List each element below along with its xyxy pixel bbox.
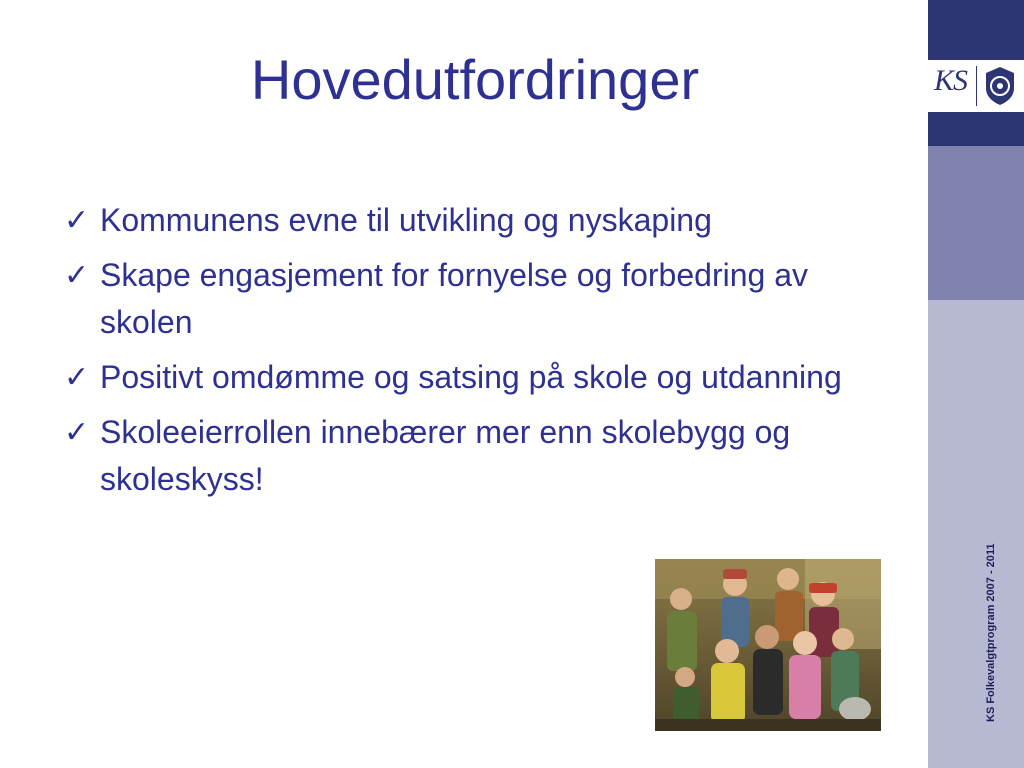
checkmark-icon: ✓ [64, 416, 90, 449]
bullet-text: Kommunens evne til utvikling og nyskaping [100, 202, 712, 238]
sidebar-mid-band [928, 146, 1024, 300]
right-sidebar [928, 0, 1024, 768]
checkmark-icon: ✓ [64, 259, 90, 292]
bullet-list [64, 197, 884, 511]
bullet-text: Skoleeierrollen innebærer mer enn skolebygg og skoleskyss! [100, 414, 791, 497]
footer-program-label: KS Folkevalgtprogram 2007 - 2011 [985, 543, 997, 722]
checkmark-icon: ✓ [64, 361, 90, 394]
ks-emblem-icon [983, 66, 1017, 106]
ks-logo-text: KS [934, 64, 968, 97]
slide-title: Hovedutfordringer [250, 48, 700, 111]
sidebar-light-band [928, 300, 1024, 768]
bullet-item [64, 252, 884, 346]
bullet-text: Positivt omdømme og satsing på skole og utdanning [100, 359, 842, 395]
photo-illustration [655, 559, 881, 731]
logo-divider [976, 66, 977, 106]
bullet-item [64, 409, 884, 503]
bullet-item [64, 197, 884, 244]
checkmark-icon: ✓ [64, 204, 90, 237]
sidebar-dark-band [928, 112, 1024, 146]
children-in-costumes-photo [655, 559, 881, 731]
sidebar-top-band [928, 0, 1024, 60]
bullet-item [64, 354, 884, 401]
bullet-text: Skape engasjement for fornyelse og forbedring av skolen [100, 257, 808, 340]
